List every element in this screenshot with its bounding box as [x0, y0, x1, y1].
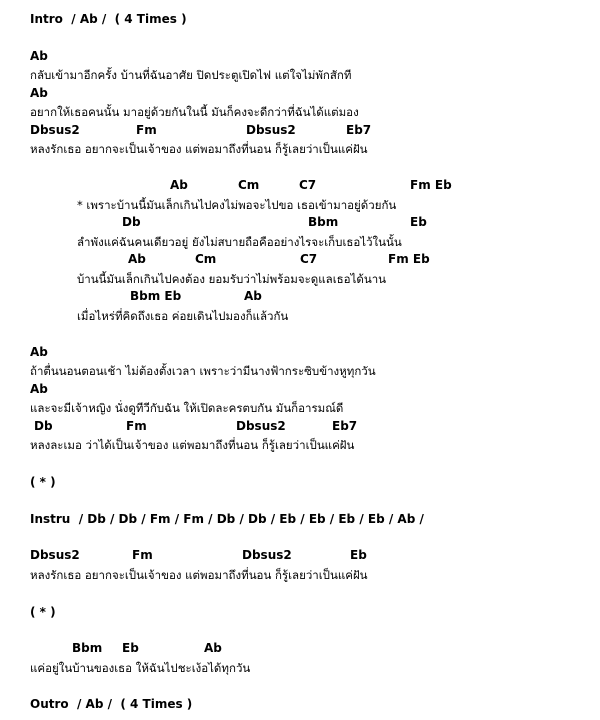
chord-label: Eb7: [332, 419, 358, 433]
chord-label: Fm Eb: [388, 252, 430, 266]
lyric-line: กลับเข้ามาอีกครั้ง บ้านที่ฉันอาศัย ปิดประตูเปิดไฟ แต่ใจไม่พักสักที: [30, 68, 352, 82]
chord-label: C7: [299, 178, 317, 192]
chord-label: Ab: [244, 289, 262, 303]
chord-label: Fm Eb: [410, 178, 452, 192]
lyric-line: * เพราะบ้านนี้มันเล็กเกินไปคงไม่พอจะไปขอ เธอเข้ามาอยู่ด้วยกัน: [77, 198, 397, 212]
lyric-line: และจะมีเจ้าหญิง นั่งดูทีวีกับฉัน ให้เปิดละครตบกัน มันก็อารมณ์ดี: [30, 401, 344, 415]
chord-label: Eb: [350, 548, 367, 562]
lyric-line: หลงละเมอ ว่าได้เป็นเจ้าของ แต่พอมาถึงที่นอน ก็รู้เลยว่าเป็นแค่ฝัน: [30, 438, 355, 452]
chord-label: Ab: [30, 345, 48, 359]
chord-label: Dbsus2: [236, 419, 286, 433]
chord-label: Fm: [126, 419, 147, 433]
chord-label: Bbm: [308, 215, 339, 229]
chord-label: Ab: [170, 178, 188, 192]
hook-reference: ( * ): [30, 605, 56, 619]
lyric-line: ลำพังแค่ฉันคนเดียวอยู่ ยังไม่สบายถือคืออย่างไรจะเก็บเธอไว้ในนั้น: [77, 235, 402, 249]
chord-label: Fm: [132, 548, 153, 562]
chord-label: Ab: [30, 382, 48, 396]
chord-label: Bbm: [72, 641, 103, 655]
chord-label: Eb7: [346, 123, 372, 137]
chord-label: Ab: [30, 86, 48, 100]
intro-line: Intro / Ab / ( 4 Times ): [30, 12, 187, 26]
chord-label: Fm: [136, 123, 157, 137]
lyric-line: อยากให้เธอคนนั้น มาอยู่ด้วยกันในนี้ มันก็คงจะดีกว่าที่ฉันได้แต่มอง: [30, 105, 359, 119]
chord-label: Bbm Eb: [130, 289, 182, 303]
lyric-line: หลงรักเธอ อยากจะเป็นเจ้าของ แต่พอมาถึงที่นอน ก็รู้เลยว่าเป็นแค่ฝัน: [30, 568, 368, 582]
chord-label: Ab: [128, 252, 146, 266]
chord-label: Dbsus2: [242, 548, 292, 562]
instrumental-line: Instru / Db / Db / Fm / Fm / Db / Db / Eb / Eb / Eb / Eb / Ab /: [30, 512, 424, 526]
chord-label: Db: [34, 419, 53, 433]
chord-label: Eb: [410, 215, 427, 229]
chord-label: Ab: [30, 49, 48, 63]
lyric-line: หลงรักเธอ อยากจะเป็นเจ้าของ แต่พอมาถึงที่นอน ก็รู้เลยว่าเป็นแค่ฝัน: [30, 142, 368, 156]
chord-label: Cm: [195, 252, 217, 266]
chord-label: C7: [300, 252, 318, 266]
chord-label: Ab: [204, 641, 222, 655]
chord-label: Dbsus2: [30, 123, 80, 137]
lyric-line: ถ้าตื่นนอนตอนเช้า ไม่ต้องตั้งเวลา เพราะว่ามีนางฟ้ากระซิบข้างหูทุกวัน: [30, 364, 376, 378]
chord-label: Dbsus2: [30, 548, 80, 562]
chord-label: Eb: [122, 641, 139, 655]
outro-line: Outro / Ab / ( 4 Times ): [30, 697, 193, 711]
lyric-line: เมื่อไหร่ที่คิดถึงเธอ ค่อยเดินไปมองก็แล้วกัน: [77, 309, 289, 323]
hook-reference: ( * ): [30, 475, 56, 489]
chord-label: Dbsus2: [246, 123, 296, 137]
lyric-line: แค่อยู่ในบ้านของเธอ ให้ฉันไปชะเง้อได้ทุกวัน: [30, 661, 251, 675]
lyric-line: บ้านนี้มันเล็กเกินไปคงต้อง ยอมรับว่าไม่พร้อมจะดูแลเธอได้นาน: [77, 272, 387, 286]
chord-label: Db: [122, 215, 141, 229]
chord-label: Cm: [238, 178, 260, 192]
